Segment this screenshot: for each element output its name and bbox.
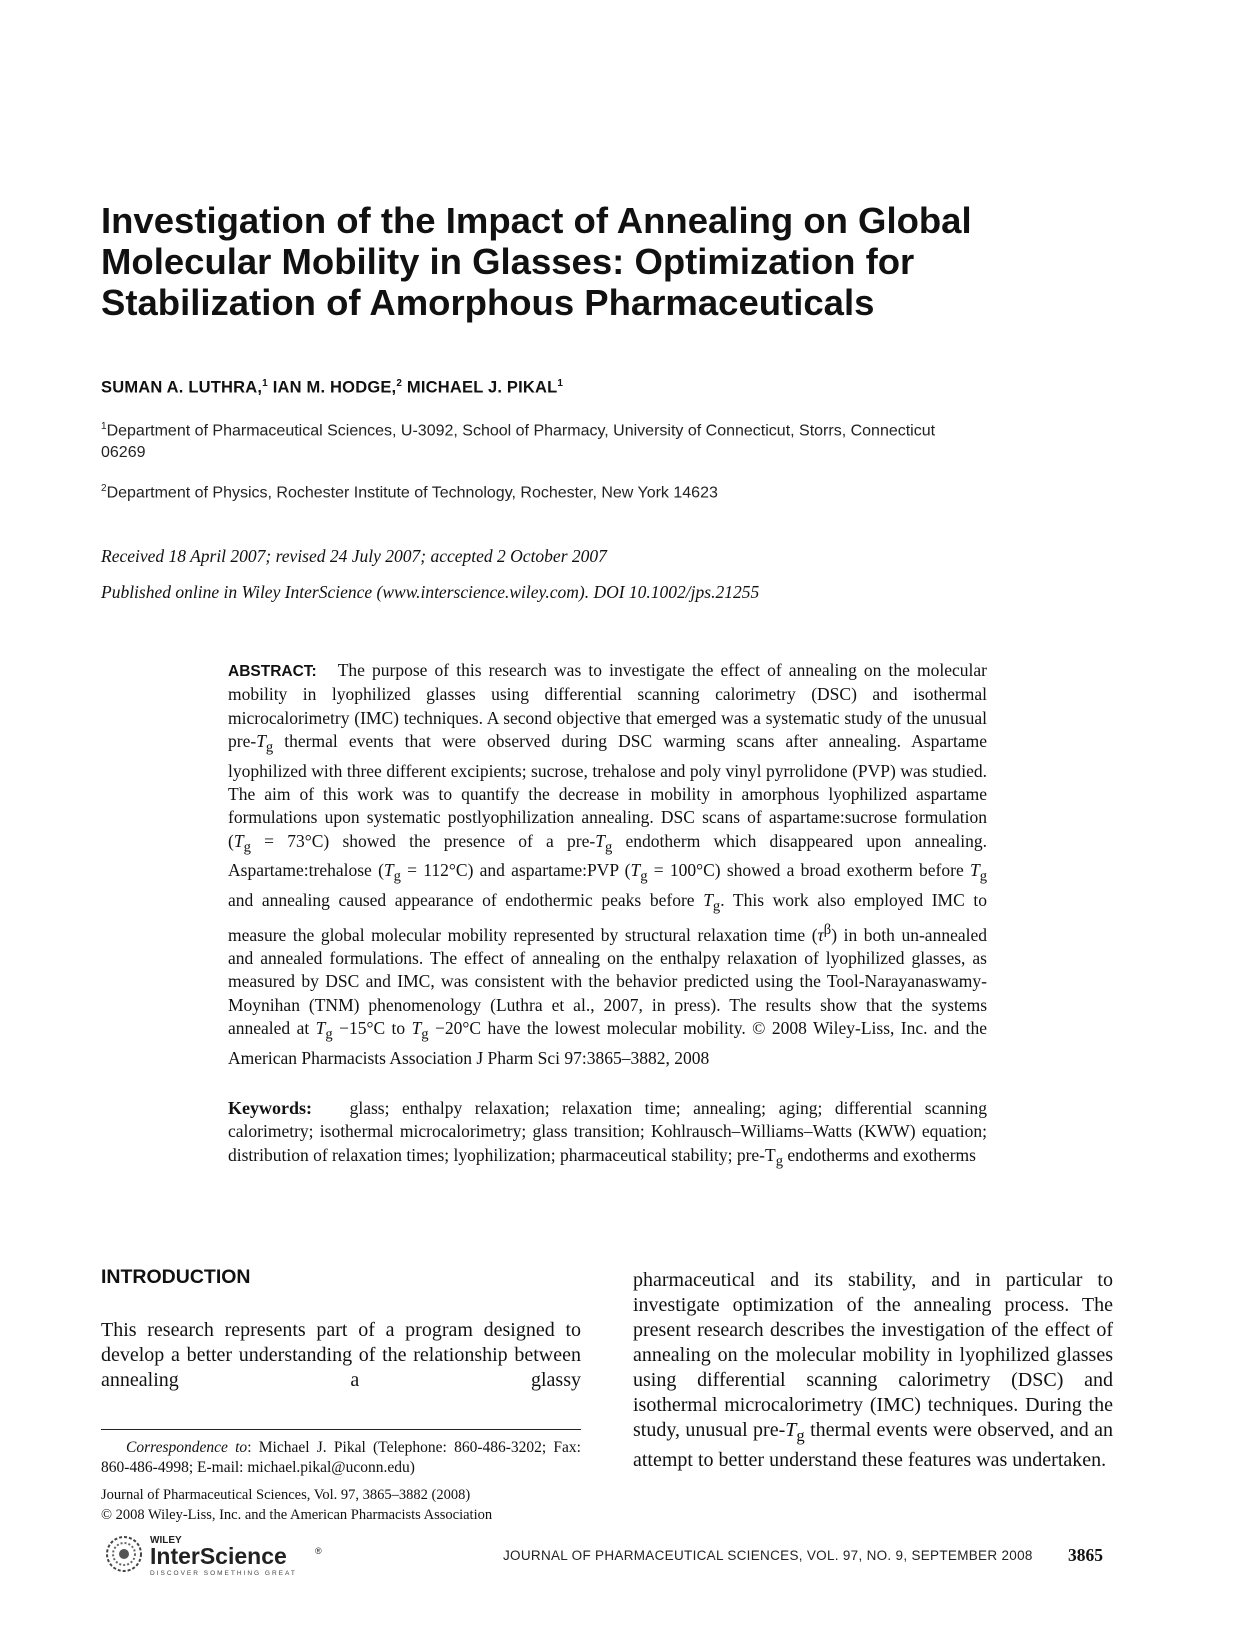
affiliation-1-text: Department of Pharmaceutical Sciences, U-3092, School of Pharmacy, University of Connecticut, Storrs, Connecticut 06269 xyxy=(101,422,936,462)
keywords-label: Keywords: xyxy=(228,1098,312,1118)
globe-icon xyxy=(107,1537,141,1571)
abstract-symbol-T: T xyxy=(703,890,713,911)
abstract-symbol-g: g xyxy=(979,868,987,885)
affiliation-2 xyxy=(101,478,981,504)
abstract-text: . This work also employed IMC to measure the global molecular mobility represented by structural relaxation time ( xyxy=(228,890,987,945)
intro-paragraph-right xyxy=(633,1268,1113,1473)
abstract-symbol-g: g xyxy=(325,1026,333,1043)
affiliation-1-mark: 1 xyxy=(101,421,107,432)
copyright-line: © 2008 Wiley-Liss, Inc. and the American Pharmacists Association xyxy=(101,1507,493,1523)
affiliation-1 xyxy=(101,416,981,464)
intro-paragraph-left: This research represents part of a program designed to develop a better understanding of the relationship between annealing a glassy xyxy=(101,1319,581,1391)
running-footer: JOURNAL OF PHARMACEUTICAL SCIENCES, VOL. 97, NO. 9, SEPTEMBER 2008 xyxy=(503,1548,1033,1563)
abstract-symbol-T: T xyxy=(630,860,641,881)
abstract-symbol-g: g xyxy=(393,868,401,885)
abstract-text: = 112°C) and aspartame:PVP ( xyxy=(400,860,631,881)
intro-symbol-g: g xyxy=(796,1426,805,1445)
author-2-affiliation-mark: 2 xyxy=(396,378,403,389)
abstract-symbol-g: g xyxy=(640,868,648,885)
correspondence-text: : Michael J. Pikal (Telephone: 860-486-3202; Fax: 860-486-4998; E-mail: michael.pikal@uconn.edu) xyxy=(101,1439,581,1476)
journal-citation: Journal of Pharmaceutical Sciences, Vol. 97, 3865–3882 (2008) xyxy=(101,1487,471,1503)
author-1: SUMAN A. LUTHRA, xyxy=(101,378,263,397)
abstract-text: = 73°C) showed the presence of a pre- xyxy=(250,830,596,851)
abstract-text: = 100°C) showed a broad exotherm before xyxy=(647,860,970,881)
section-heading-introduction: INTRODUCTION xyxy=(101,1266,251,1288)
keywords xyxy=(228,1097,987,1173)
correspondence-note xyxy=(101,1438,581,1478)
abstract-symbol-g: g xyxy=(265,739,274,756)
abstract-symbol-g: g xyxy=(421,1026,429,1043)
abstract-symbol-T: T xyxy=(383,860,394,881)
abstract-symbol-T: T xyxy=(256,730,266,751)
abstract-symbol-tau: τ xyxy=(817,924,824,945)
page-number: 3865 xyxy=(1068,1545,1103,1565)
logo-tagline: DISCOVER SOMETHING GREAT xyxy=(150,1570,297,1577)
abstract-text: −20°C have the lowest molecular mobility. © 2008 Wiley-Liss, Inc. and the American Pharmacists Association J Pharm Sci 97:3865–3882, 2008 xyxy=(228,1017,987,1068)
correspondence-label: Correspondence to xyxy=(126,1439,248,1456)
wiley-interscience-logo xyxy=(100,1530,360,1578)
logo-interscience-text: InterScience xyxy=(150,1543,287,1569)
abstract-symbol-T: T xyxy=(595,830,605,851)
affiliation-2-text: Department of Physics, Rochester Institute of Technology, Rochester, New York 14623 xyxy=(106,484,718,502)
author-3: MICHAEL J. PIKAL xyxy=(406,378,558,397)
abstract-text: ) in both un-annealed and annealed formulations. The effect of annealing on the enthalpy relaxation of lyophilized glasses, as measured by DSC and IMC, was consistent with the behavior predicted using the Tool-Narayanaswamy-Moynihan (TNM) phenomenology (Luthra et al., 2007, in press). The results show that the systems annealed at xyxy=(228,924,987,1038)
logo-wiley-text: WILEY xyxy=(150,1535,182,1546)
intro-right-text-tail: thermal events were observed, and an attempt to better understand these features was undertaken. xyxy=(633,1419,1113,1471)
keywords-text: glass; enthalpy relaxation; relaxation time; annealing; aging; differential scanning calorimetry; isothermal microcalorimetry; glass transition; Kohlrausch–Williams–Watts (KWW) equation; distribution of relaxation times; lyophilization; pharmaceutical stability; pre-T xyxy=(228,1098,988,1165)
abstract-label: ABSTRACT: xyxy=(228,663,317,680)
received-dates: Received 18 April 2007; revised 24 July 2007; accepted 2 October 2007 xyxy=(101,546,607,566)
paper-title: Investigation of the Impact of Annealing on Global Molecular Mobility in Glasses: Optimization for Stabilization of Amorphous Pharmaceuticals xyxy=(101,200,972,323)
intro-symbol-T: T xyxy=(785,1419,797,1441)
abstract-symbol-T: T xyxy=(233,830,244,851)
abstract-symbol-g: g xyxy=(604,839,613,856)
journal-info xyxy=(101,1485,581,1525)
author-list xyxy=(101,378,563,398)
author-2: IAN M. HODGE, xyxy=(272,378,397,397)
abstract-symbol-g: g xyxy=(243,839,251,856)
affiliation-2-mark: 2 xyxy=(101,483,107,494)
abstract-symbol-g: g xyxy=(712,898,721,915)
author-3-affiliation-mark: 1 xyxy=(557,378,564,389)
publication-info: Published online in Wiley InterScience (www.interscience.wiley.com). DOI 10.1002/jps.21255 xyxy=(101,582,760,602)
author-1-affiliation-mark: 1 xyxy=(262,378,268,389)
intro-right-text: pharmaceutical and its stability, and in particular to investigate optimization of the annealing process. The present research describes the investigation of the effect of annealing on the molecular mobility in lyophilized glasses using differential scanning calorimetry (DSC) and isothermal microcalorimetry (IMC) techniques. During the study, unusual pre- xyxy=(633,1269,1113,1441)
logo-registered-mark: ® xyxy=(315,1546,322,1556)
abstract-symbol-T: T xyxy=(411,1017,422,1038)
abstract-symbol-T: T xyxy=(969,860,980,881)
abstract-text: The purpose of this research was to investigate the effect of annealing on the molecular mobility in lyophilized glasses using differential scanning calorimetry (DSC) and isothermal microcalorimetry (IMC) techniques. A second objective that emerged was a systematic study of the unusual pre- xyxy=(228,660,988,751)
keywords-subscript: g xyxy=(775,1153,784,1170)
abstract-symbol-T: T xyxy=(315,1017,326,1038)
abstract xyxy=(228,659,987,1070)
abstract-symbol-beta: β xyxy=(823,921,832,938)
abstract-text: endotherm which disappeared upon annealing. Aspartame:trehalose ( xyxy=(228,830,987,881)
keywords-text-tail: endotherms and exotherms xyxy=(783,1144,976,1165)
abstract-text: thermal events that were observed during DSC warming scans after annealing. Aspartame lyophilized with three different excipients; sucrose, trehalose and poly vinyl pyrrolidone (PVP) was studied. The aim of this work was to quantify the decrease in mobility in amorphous lyophilized aspartame formulations upon systematic postlyophilization annealing. DSC scans of aspartame:sucrose formulation ( xyxy=(228,730,987,851)
abstract-text: −15°C to xyxy=(332,1017,412,1038)
footnote-divider xyxy=(101,1429,581,1430)
abstract-text: and annealing caused appearance of endothermic peaks before xyxy=(228,890,704,911)
